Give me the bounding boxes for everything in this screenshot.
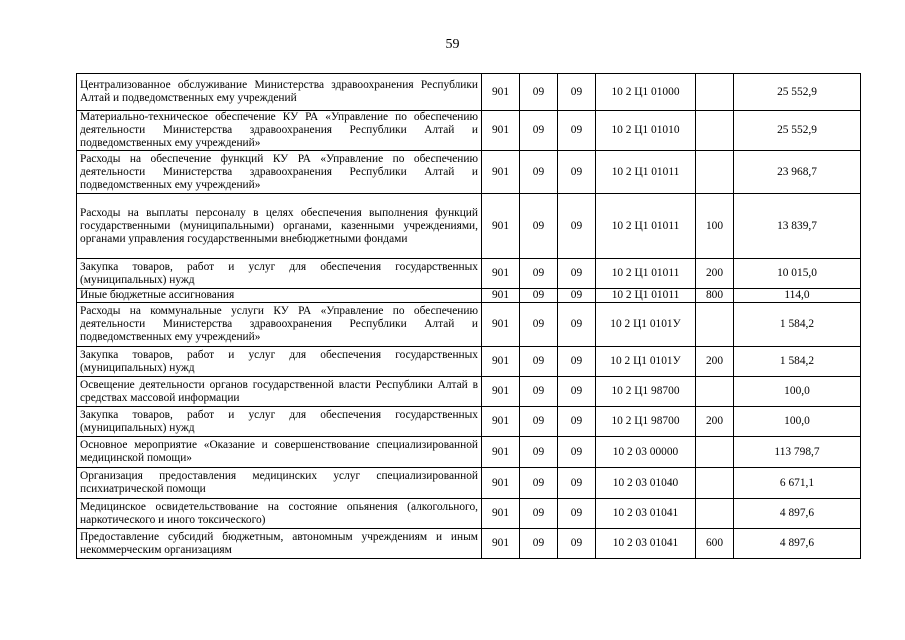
row-section: 09 xyxy=(520,151,558,194)
budget-table xyxy=(76,73,861,559)
table-row xyxy=(77,529,861,559)
row-section: 09 xyxy=(520,437,558,468)
row-expense-type xyxy=(696,468,734,499)
page-number: 59 xyxy=(445,37,460,52)
table-row xyxy=(77,194,861,259)
row-target-item: 10 2 Ц1 01011 xyxy=(596,289,696,303)
row-amount: 4 897,6 xyxy=(734,529,861,559)
row-target-item: 10 2 Ц1 01000 xyxy=(596,74,696,111)
row-subsection: 09 xyxy=(558,194,596,259)
row-amount: 13 839,7 xyxy=(734,194,861,259)
row-amount: 25 552,9 xyxy=(734,111,861,151)
row-subsection: 09 xyxy=(558,303,596,347)
row-expense-type: 600 xyxy=(696,529,734,559)
table-row xyxy=(77,377,861,407)
row-section: 09 xyxy=(520,289,558,303)
row-subsection: 09 xyxy=(558,111,596,151)
table-row xyxy=(77,407,861,437)
row-description: Предоставление субсидий бюджетным, автономным учреждениям и иным некоммерческим организациям xyxy=(77,529,482,559)
row-target-item: 10 2 Ц1 01011 xyxy=(596,151,696,194)
row-target-item: 10 2 Ц1 0101У xyxy=(596,303,696,347)
row-description: Организация предоставления медицинских услуг специализированной психиатрической помощи xyxy=(77,468,482,499)
table-row xyxy=(77,303,861,347)
row-admin-code: 901 xyxy=(482,499,520,529)
row-section: 09 xyxy=(520,468,558,499)
row-admin-code: 901 xyxy=(482,468,520,499)
row-amount: 6 671,1 xyxy=(734,468,861,499)
row-admin-code: 901 xyxy=(482,259,520,289)
row-expense-type xyxy=(696,437,734,468)
row-expense-type: 100 xyxy=(696,194,734,259)
row-admin-code: 901 xyxy=(482,303,520,347)
row-description: Расходы на обеспечение функций КУ РА «Управление по обеспечению деятельности Министерства здравоохранения Республики Алтай и подведомственных ему учреждений» xyxy=(77,151,482,194)
row-subsection: 09 xyxy=(558,407,596,437)
budget-table-body xyxy=(77,74,861,559)
row-target-item: 10 2 03 01041 xyxy=(596,529,696,559)
row-admin-code: 901 xyxy=(482,407,520,437)
row-description: Закупка товаров, работ и услуг для обеспечения государственных (муниципальных) нужд xyxy=(77,407,482,437)
row-section: 09 xyxy=(520,499,558,529)
row-admin-code: 901 xyxy=(482,74,520,111)
table-row xyxy=(77,74,861,111)
row-amount: 25 552,9 xyxy=(734,74,861,111)
row-amount: 100,0 xyxy=(734,377,861,407)
row-description: Освещение деятельности органов государственной власти Республики Алтай в средствах массовой информации xyxy=(77,377,482,407)
row-expense-type xyxy=(696,377,734,407)
row-section: 09 xyxy=(520,111,558,151)
row-target-item: 10 2 03 00000 xyxy=(596,437,696,468)
row-description: Закупка товаров, работ и услуг для обеспечения государственных (муниципальных) нужд xyxy=(77,347,482,377)
row-expense-type xyxy=(696,303,734,347)
table-row xyxy=(77,437,861,468)
row-section: 09 xyxy=(520,194,558,259)
row-subsection: 09 xyxy=(558,437,596,468)
row-target-item: 10 2 Ц1 98700 xyxy=(596,377,696,407)
table-row xyxy=(77,347,861,377)
row-section: 09 xyxy=(520,529,558,559)
row-target-item: 10 2 Ц1 01010 xyxy=(596,111,696,151)
table-row xyxy=(77,111,861,151)
row-subsection: 09 xyxy=(558,289,596,303)
row-target-item: 10 2 Ц1 98700 xyxy=(596,407,696,437)
row-section: 09 xyxy=(520,303,558,347)
row-description: Расходы на коммунальные услуги КУ РА «Управление по обеспечению деятельности Министерства здравоохранения Республики Алтай и подведомственных ему учреждений» xyxy=(77,303,482,347)
row-section: 09 xyxy=(520,259,558,289)
row-amount: 114,0 xyxy=(734,289,861,303)
row-amount: 4 897,6 xyxy=(734,499,861,529)
row-subsection: 09 xyxy=(558,468,596,499)
row-section: 09 xyxy=(520,407,558,437)
row-admin-code: 901 xyxy=(482,111,520,151)
row-description: Материально-техническое обеспечение КУ РА «Управление по обеспечению деятельности Министерства здравоохранения Республики Алтай и подведомственных ему учреждений» xyxy=(77,111,482,151)
row-expense-type: 200 xyxy=(696,259,734,289)
row-subsection: 09 xyxy=(558,259,596,289)
row-expense-type xyxy=(696,499,734,529)
row-target-item: 10 2 03 01040 xyxy=(596,468,696,499)
row-description: Медицинское освидетельствование на состояние опьянения (алкогольного, наркотического и иного токсического) xyxy=(77,499,482,529)
row-subsection: 09 xyxy=(558,151,596,194)
row-description: Основное мероприятие «Оказание и совершенствование специализированной медицинской помощи» xyxy=(77,437,482,468)
row-target-item: 10 2 Ц1 0101У xyxy=(596,347,696,377)
row-target-item: 10 2 Ц1 01011 xyxy=(596,194,696,259)
row-subsection: 09 xyxy=(558,377,596,407)
row-section: 09 xyxy=(520,74,558,111)
row-description: Расходы на выплаты персоналу в целях обеспечения выполнения функций государственными (муниципальными) органами, казенными учреждениями, органами управления государственными внебюджетными фондами xyxy=(77,194,482,259)
row-expense-type xyxy=(696,74,734,111)
row-expense-type: 800 xyxy=(696,289,734,303)
row-subsection: 09 xyxy=(558,74,596,111)
row-admin-code: 901 xyxy=(482,151,520,194)
row-amount: 113 798,7 xyxy=(734,437,861,468)
table-row xyxy=(77,259,861,289)
row-admin-code: 901 xyxy=(482,437,520,468)
row-admin-code: 901 xyxy=(482,289,520,303)
table-row xyxy=(77,468,861,499)
row-section: 09 xyxy=(520,377,558,407)
row-amount: 1 584,2 xyxy=(734,303,861,347)
row-description: Закупка товаров, работ и услуг для обеспечения государственных (муниципальных) нужд xyxy=(77,259,482,289)
row-amount: 10 015,0 xyxy=(734,259,861,289)
row-amount: 100,0 xyxy=(734,407,861,437)
table-row xyxy=(77,499,861,529)
row-section: 09 xyxy=(520,347,558,377)
row-expense-type: 200 xyxy=(696,347,734,377)
row-target-item: 10 2 03 01041 xyxy=(596,499,696,529)
table-row xyxy=(77,151,861,194)
row-expense-type: 200 xyxy=(696,407,734,437)
row-amount: 23 968,7 xyxy=(734,151,861,194)
table-row xyxy=(77,289,861,303)
row-subsection: 09 xyxy=(558,499,596,529)
row-description: Иные бюджетные ассигнования xyxy=(77,289,482,303)
row-subsection: 09 xyxy=(558,347,596,377)
row-expense-type xyxy=(696,111,734,151)
row-subsection: 09 xyxy=(558,529,596,559)
row-admin-code: 901 xyxy=(482,194,520,259)
row-target-item: 10 2 Ц1 01011 xyxy=(596,259,696,289)
row-amount: 1 584,2 xyxy=(734,347,861,377)
row-admin-code: 901 xyxy=(482,529,520,559)
row-description: Централизованное обслуживание Министерства здравоохранения Республики Алтай и подведомственных ему учреждений xyxy=(77,74,482,111)
row-admin-code: 901 xyxy=(482,347,520,377)
row-admin-code: 901 xyxy=(482,377,520,407)
row-expense-type xyxy=(696,151,734,194)
